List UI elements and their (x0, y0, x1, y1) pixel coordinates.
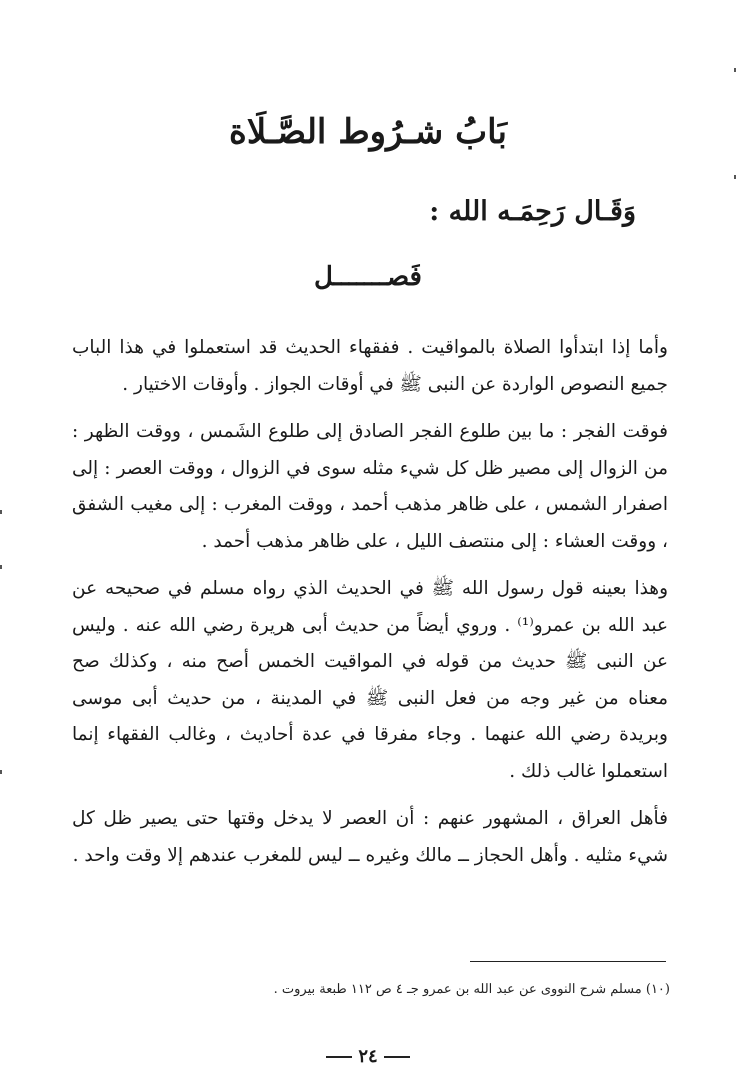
page-number-dash-left (326, 1056, 352, 1058)
body-text (72, 330, 668, 885)
scan-edge-mark (0, 770, 2, 774)
page-number (0, 1046, 736, 1067)
footnote-divider (470, 961, 666, 962)
chapter-title: بَابُ شـرُوط الصَّـلَاة (229, 112, 507, 152)
paragraph-2: فوقت الفجر : ما بين طلوع الفجر الصادق إلى طلوع الشَمس ، ووقت الظهر : من الزوال إلى مصير ظل كل شيء مثله سوى في الزوال ، ووقت العصر : إلى اصفرار الشمس ، على ظاهر مذهب أحمد ، ووقت المغرب : إلى مغيب الشفق ، ووقت العشاء : إلى منتصف الليل ، على ظاهر مذهب أحمد . (72, 421, 668, 552)
scan-edge-mark (0, 565, 2, 569)
scan-edge-mark (0, 510, 2, 514)
author-intro: وَقَـال رَحِمَـه الله : (429, 196, 636, 227)
section-heading: فَصـــــــل (314, 262, 422, 292)
paragraph-1: وأما إذا ابتدأوا الصلاة بالمواقيت . ففقهاء الحديث قد استعملوا في هذا الباب جميع النصوص الواردة عن النبى ﷺ في أوقات الجواز . وأوقات الاختيار . (72, 337, 668, 395)
page-number-value: ٢٤ (358, 1046, 378, 1067)
footnote: (١٠) مسلم شرح النووى عن عبد الله بن عمرو جـ ٤ ص ١١٢ طبعة بيروت . (273, 982, 670, 997)
paragraph-4: فأهل العراق ، المشهور عنهم : أن العصر لا يدخل وقتها حتى يصير ظل كل شيء مثليه . وأهل الحجاز ــ مالك وغيره ــ ليس للمغرب عندهم إلا وقت واحد . (72, 808, 668, 866)
page-number-dash-right (384, 1056, 410, 1058)
paragraph-3: وهذا بعينه قول رسول الله ﷺ في الحديث الذي رواه مسلم في صحيحه عن عبد الله بن عمرو⁽¹⁾ . وروي أيضاً من حديث أبى هريرة رضي الله عنه . وليس عن النبى ﷺ حديث من قوله في المواقيت الخمس أصح منه ، وكذلك صح معناه من غير وجه من فعل النبى ﷺ في المدينة ، من حديث أبى موسى وبريدة رضي الله عنهما . وجاء مفرقا في عدة أحاديث ، وغالب الفقهاء إنما استعملوا غالب ذلك . (72, 578, 668, 782)
